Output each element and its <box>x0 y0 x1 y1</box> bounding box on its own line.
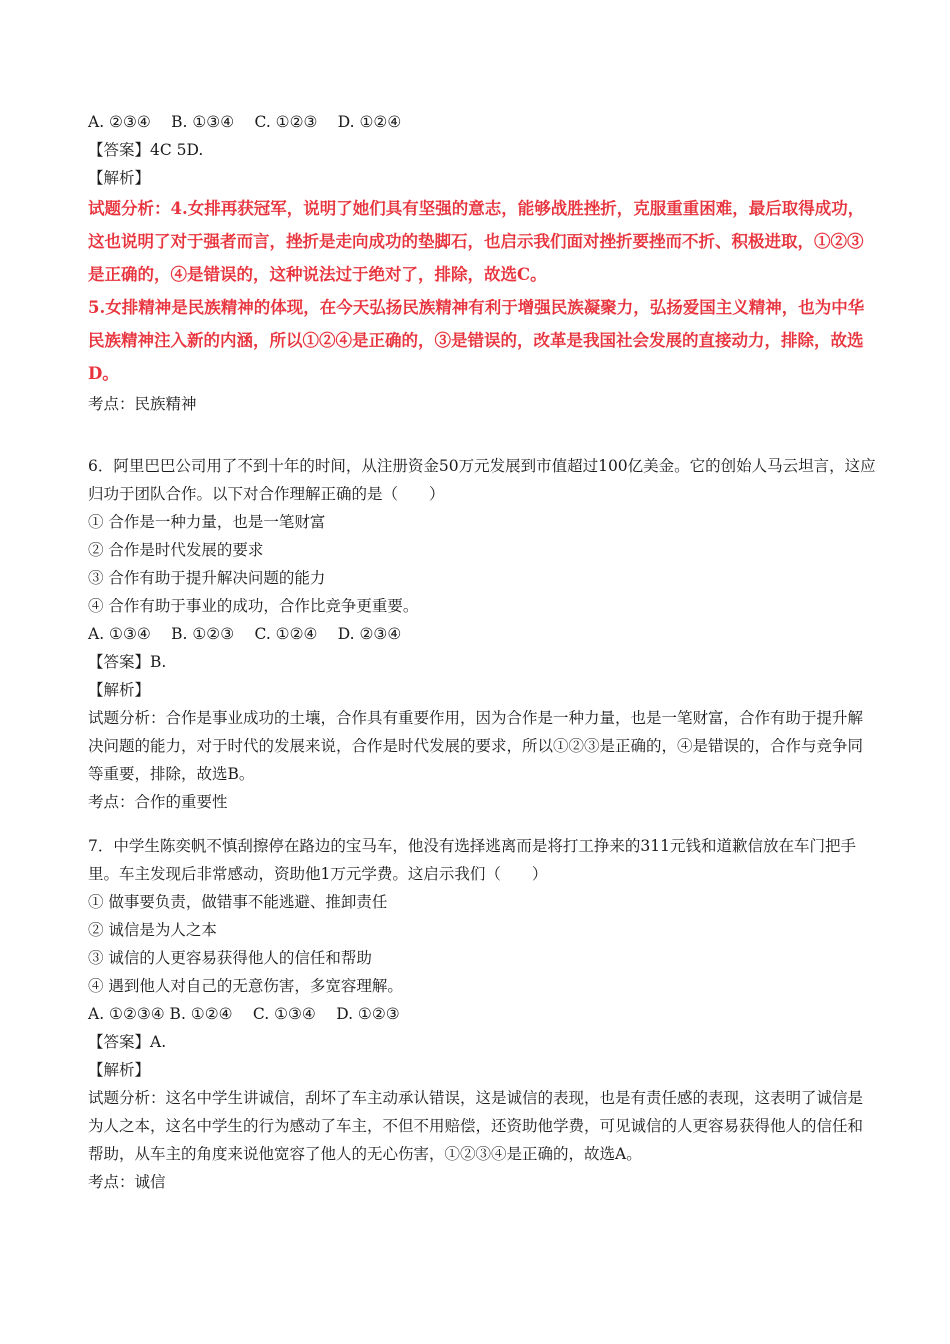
q4-5-answer: 【答案】4C 5D. <box>88 141 204 159</box>
question-7-block <box>88 832 878 1196</box>
question-4-5-block <box>88 108 878 418</box>
q5-analysis: 5.女排精神是民族精神的体现，在今天弘扬民族精神有利于增强民族凝聚力，弘扬爱国主义精神，也为中华民族精神注入新的内涵，所以①②④是正确的，③是错误的，改革是我国社会发展的直接动力，排除，故选D。 <box>88 298 865 383</box>
q6-analysis-label: 【解析】 <box>88 681 151 699</box>
q7-analysis-label: 【解析】 <box>88 1061 151 1079</box>
q4-5-analysis-label: 【解析】 <box>88 169 151 187</box>
q6-options: A. ①③④ B. ①②③ C. ①②④ D. ②③④ <box>88 625 402 643</box>
q6-analysis: 试题分析：合作是事业成功的土壤，合作具有重要作用，因为合作是一种力量，也是一笔财富，合作有助于提升解决问题的能力，对于时代的发展来说，合作是时代发展的要求，所以①②③是正确的，④是错误的，合作与竞争同等重要，排除，故选B。 <box>88 709 864 783</box>
q4-analysis: 试题分析：4.女排再获冠军，说明了她们具有坚强的意志，能够战胜挫折，克服重重困难，最后取得成功，这也说明了对于强者而言，挫折是走向成功的垫脚石，也启示我们面对挫折要挫而不折、积极进取，①②③是正确的，④是错误的，这种说法过于绝对了，排除，故选C。 <box>88 199 865 284</box>
q4-5-topic: 考点：民族精神 <box>88 395 197 413</box>
q7-item: ④ 遇到他人对自己的无意伤害，多宽容理解。 <box>88 977 403 995</box>
q6-item: ① 合作是一种力量，也是一笔财富 <box>88 513 326 531</box>
q6-item: ② 合作是时代发展的要求 <box>88 541 264 559</box>
q6-item: ③ 合作有助于提升解决问题的能力 <box>88 569 326 587</box>
q7-item: ① 做事要负责，做错事不能逃避、推卸责任 <box>88 893 388 911</box>
exam-page <box>88 108 878 1196</box>
q7-topic: 考点：诚信 <box>88 1173 166 1191</box>
q7-item: ③ 诚信的人更容易获得他人的信任和帮助 <box>88 949 372 967</box>
q7-answer: 【答案】A. <box>88 1033 167 1051</box>
q6-topic: 考点：合作的重要性 <box>88 793 228 811</box>
q4-5-options: A. ②③④ B. ①③④ C. ①②③ D. ①②④ <box>88 113 402 131</box>
q7-options: A. ①②③④ B. ①②④ C. ①③④ D. ①②③ <box>88 1005 400 1023</box>
q6-stem: 6．阿里巴巴公司用了不到十年的时间，从注册资金50万元发展到市值超过100亿美金。它的创始人马云坦言，这应归功于团队合作。以下对合作理解正确的是（ ） <box>88 457 876 503</box>
q6-answer: 【答案】B. <box>88 653 167 671</box>
question-6-block <box>88 452 878 816</box>
q6-item: ④ 合作有助于事业的成功，合作比竞争更重要。 <box>88 597 419 615</box>
q7-analysis: 试题分析：这名中学生讲诚信，刮坏了车主动承认错误，这是诚信的表现，也是有责任感的表现，这表明了诚信是为人之本，这名中学生的行为感动了车主，不但不用赔偿，还资助他学费，可见诚信的人更容易获得他人的信任和帮助，从车主的角度来说他宽容了他人的无心伤害，①②③④是正确的，故选A。 <box>88 1089 864 1163</box>
q7-stem: 7．中学生陈奕帆不慎刮擦停在路边的宝马车，他没有选择逃离而是将打工挣来的311元钱和道歉信放在车门把手里。车主发现后非常感动，资助他1万元学费。这启示我们（ ） <box>88 837 856 883</box>
q7-item: ② 诚信是为人之本 <box>88 921 217 939</box>
